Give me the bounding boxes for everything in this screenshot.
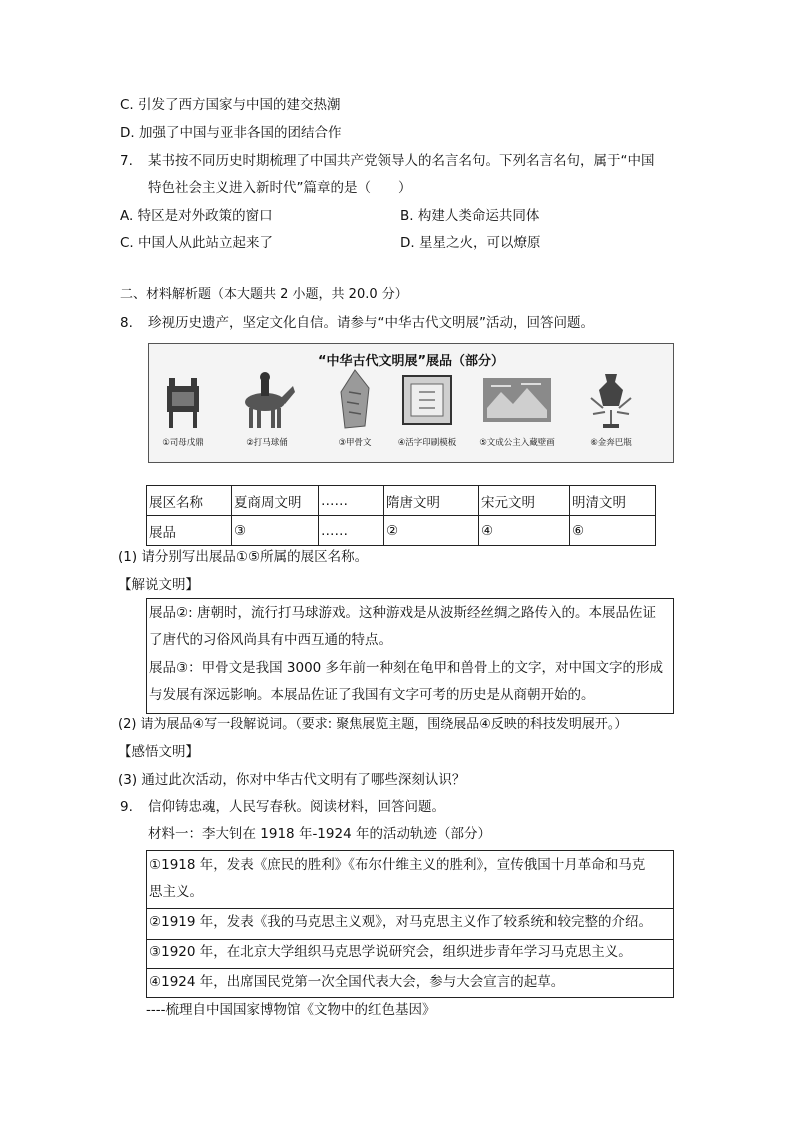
explain-line: 与发展有深远影响。本展品佐证了我国有文字可考的历史是从商朝开始的。 [149,687,595,703]
caption-6: ⑥金奔巴瓶 [590,438,632,448]
material-row-4: ④1924 年，出席国民党第一次全国代表大会，参与大会宣言的起草。 [149,974,565,990]
exhibit-table [146,485,656,546]
q9-number: 9. [120,799,133,815]
q8-stem: 珍视历史遗产，坚定文化自信。请参与“中华古代文明展”活动，回答问题。 [148,315,594,331]
table-cell: …… [319,516,384,546]
q6-option-c: C. 引发了西方国家与中国的建交热潮 [120,97,341,113]
bronze-ding-icon [161,368,205,432]
exhibit-title: “中华古代文明展”展品（部分） [317,354,505,369]
row-divider [147,968,673,969]
q7-option-b: B. 构建人类命运共同体 [400,208,540,224]
table-cell: 隋唐文明 [384,486,479,516]
caption-4: ④活字印刷模板 [397,438,457,448]
explain-line: 展品③：甲骨文是我国 3000 多年前一种刻在龟甲和兽骨上的文字，对中国文字的形成 [149,660,664,676]
explain-line: 展品②: 唐朝时，流行打马球游戏。这种游戏是从波斯经丝绸之路传入的。本展品佐证 [149,605,656,621]
table-cell: ② [384,516,479,546]
table-cell: 明清文明 [570,486,656,516]
q6-option-d: D. 加强了中国与亚非各国的团结合作 [120,125,342,141]
q9-material1: 材料一：李大钊在 1918 年-1924 年的活动轨迹（部分） [148,826,491,842]
table-cell: ③ [232,516,319,546]
material-row-1b: 思主义。 [149,884,203,900]
movable-type-plate-icon [399,368,455,432]
table-cell: 宋元文明 [479,486,570,516]
q8-sub3: (3) 通过此次活动，你对中华古代文明有了哪些深刻认识？ [118,772,466,788]
caption-3: ③甲骨文 [338,438,372,448]
caption-5: ⑤文成公主入藏壁画 [479,438,555,448]
heading-explain: 【解说文明】 [118,577,199,593]
table-cell: …… [319,486,384,516]
q7-option-d: D. 星星之火，可以燎原 [400,235,541,251]
polo-rider-icon [235,368,299,432]
row-divider [147,939,673,940]
material1-box [146,850,674,998]
q7-stem-line1: 某书按不同历史时期梳理了中国共产党领导人的名言名句。下列名言名句，属于“中国 [148,153,655,169]
exhibit-picture [148,343,674,463]
table-cell: 展品 [147,516,232,546]
section2-title: 二、材料解析题（本大题共 2 小题，共 20.0 分） [120,287,408,302]
q8-number: 8. [120,315,133,331]
table-row [147,486,656,516]
caption-2: ②打马球俑 [246,438,288,448]
table-row [147,516,656,546]
material1-source: ----梳理自中国国家博物馆《文物中的红色基因》 [146,1002,436,1018]
material-row-3: ③1920 年，在北京大学组织马克思学说研究会，组织进步青年学习马克思主义。 [149,944,632,960]
table-cell: ④ [479,516,570,546]
q7-option-a: A. 特区是对外政策的窗口 [120,208,273,224]
q7-stem-line2: 特色社会主义进入新时代”篇章的是（ ） [148,180,412,196]
caption-1: ①司母戊鼎 [162,438,204,448]
q7-option-c: C. 中国人从此站立起来了 [120,235,274,251]
table-cell: ⑥ [570,516,656,546]
row-divider [147,908,673,909]
oracle-bone-icon [337,368,373,432]
q8-sub2: (2) 请为展品④写一段解说词。（要求: 聚焦展览主题，围绕展品④反映的科技发明展开。） [118,717,628,732]
material-row-1a: ①1918 年，发表《庶民的胜利》《布尔什维主义的胜利》，宣传俄国十月革命和马克 [149,857,646,873]
table-cell: 夏商周文明 [232,486,319,516]
explain-box [146,598,674,714]
material-row-2: ②1919 年，发表《我的马克思主义观》，对马克思主义作了较系统和较完整的介绍。 [149,914,652,930]
heading-feel: 【感悟文明】 [118,744,199,760]
q9-stem: 信仰铸忠魂，人民写春秋。阅读材料，回答问题。 [148,799,445,815]
explain-line: 了唐代的习俗风尚具有中西互通的特点。 [149,632,392,648]
mural-icon [481,368,553,432]
golden-vase-icon [583,368,639,432]
q7-number: 7. [120,153,133,169]
q8-sub1: (1) 请分别写出展品①⑤所属的展区名称。 [118,549,369,565]
table-cell: 展区名称 [147,486,232,516]
